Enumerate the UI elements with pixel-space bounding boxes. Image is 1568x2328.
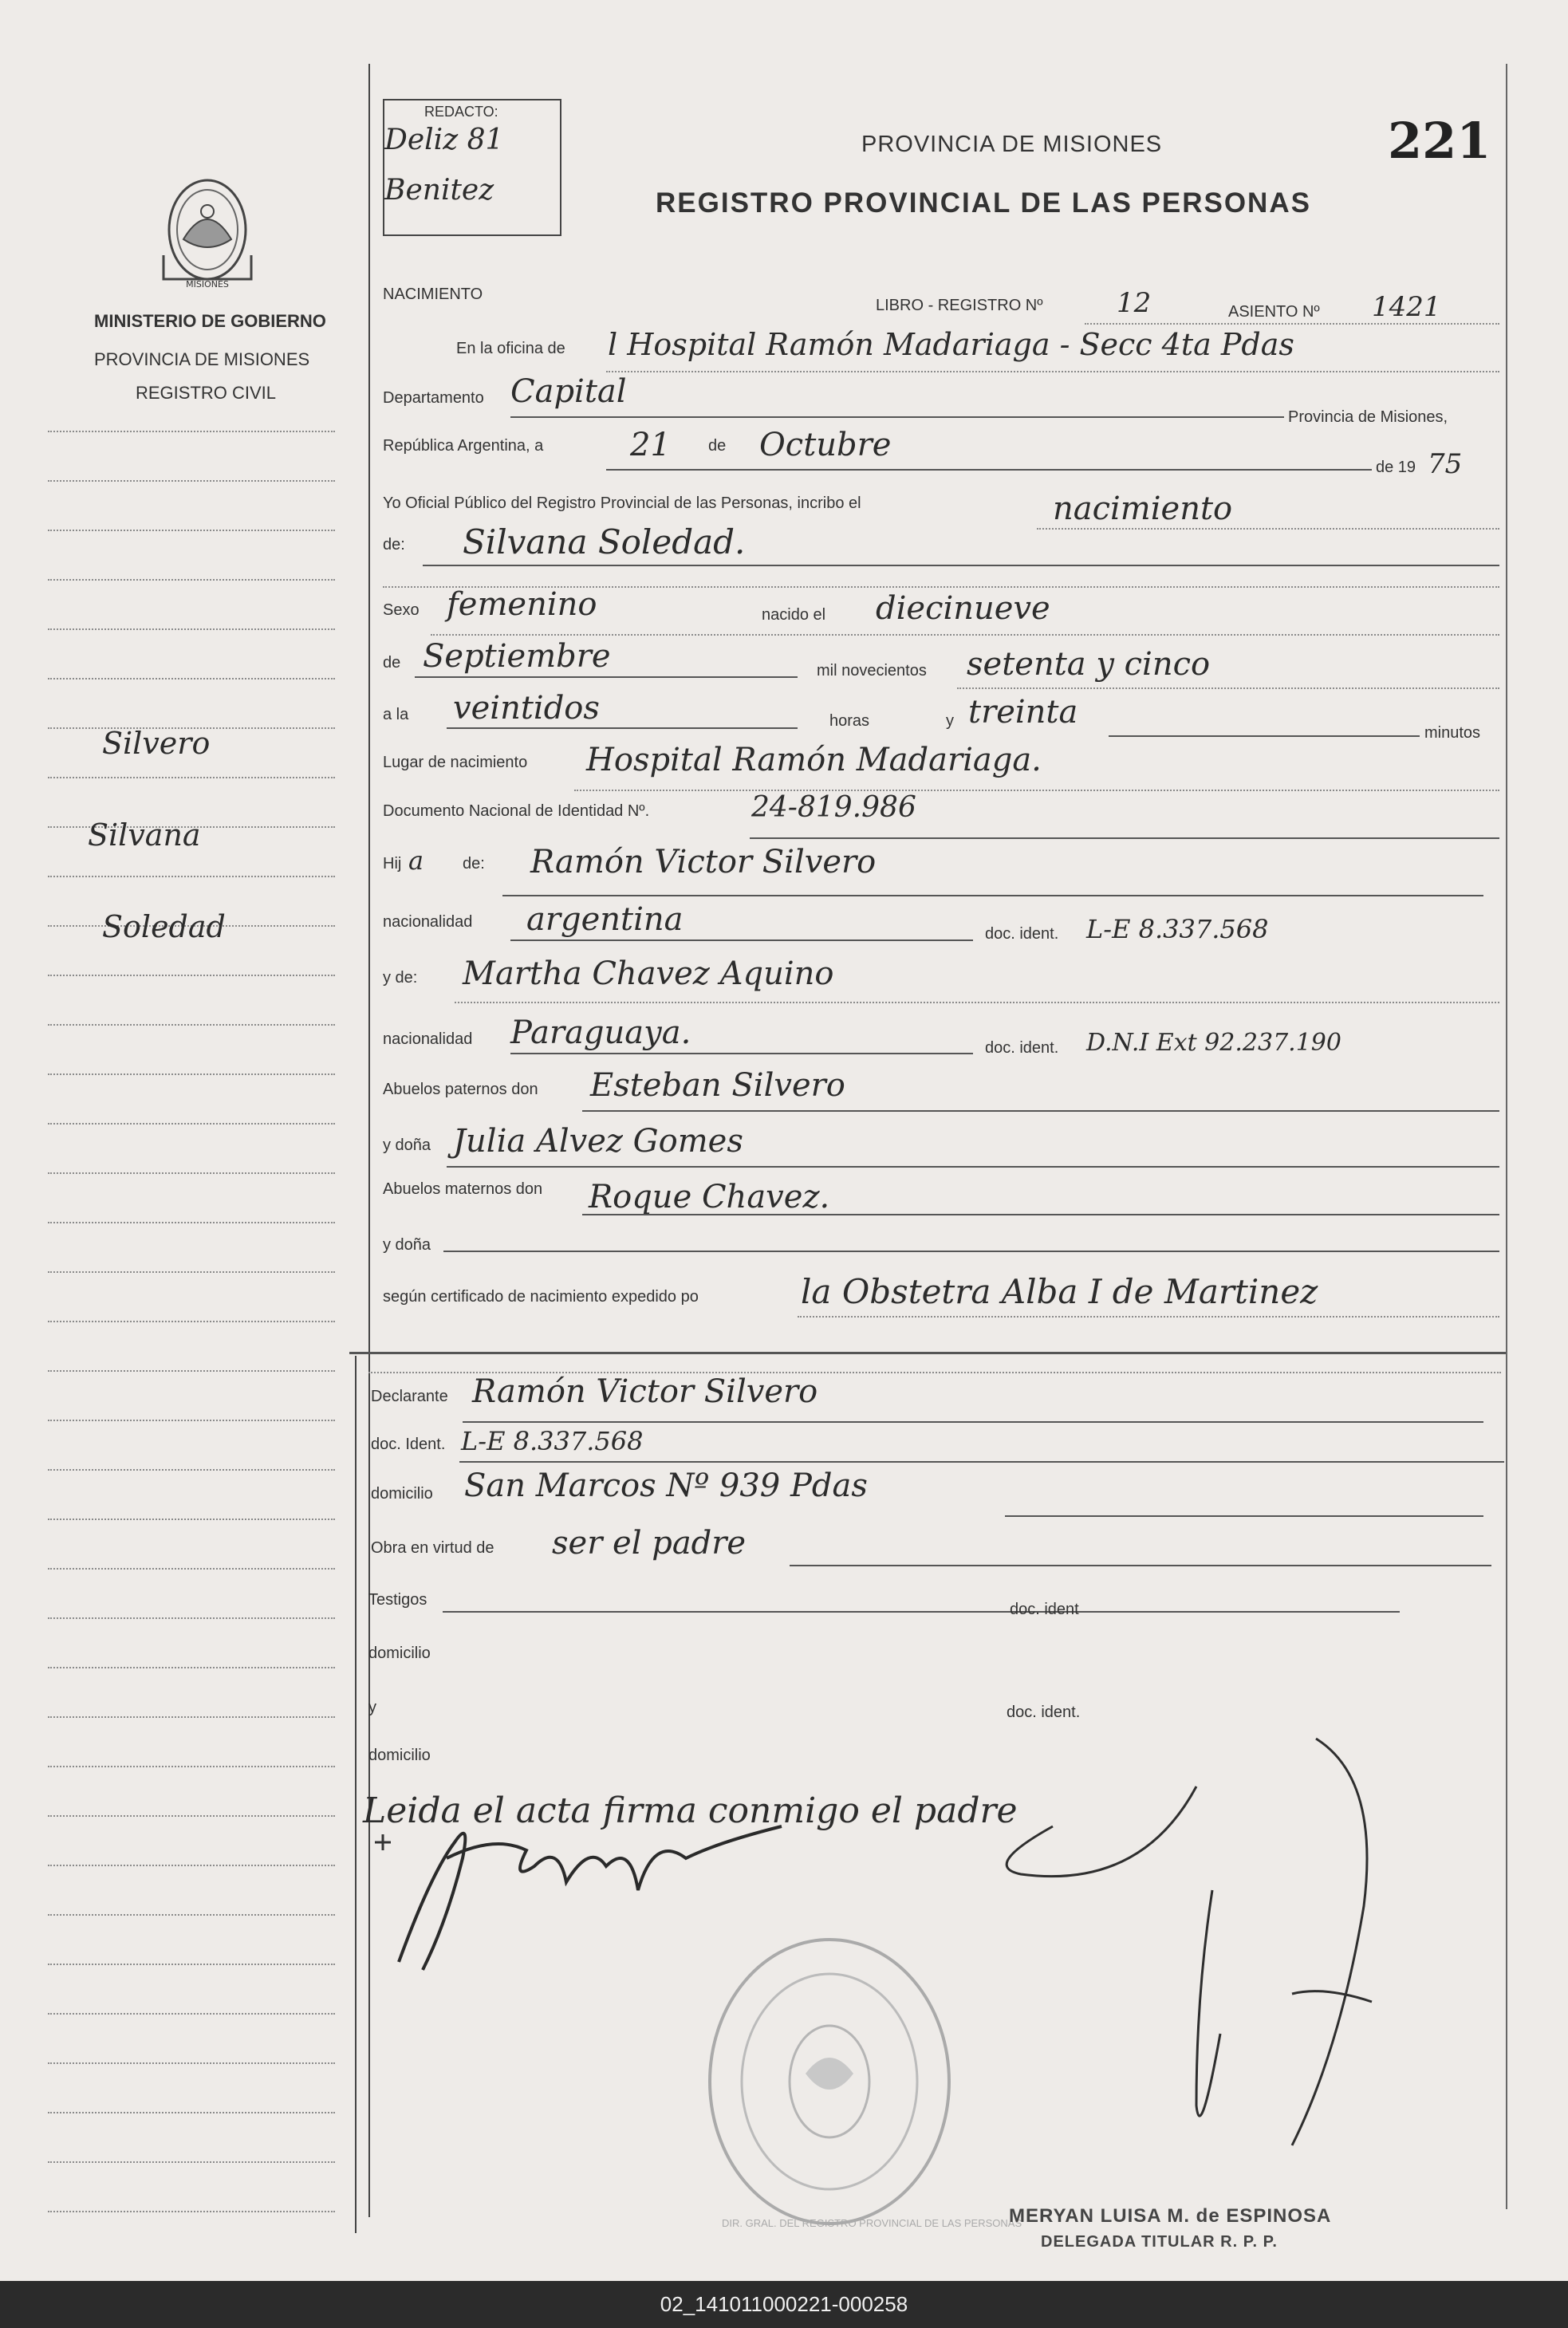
departamento-value: Capital	[510, 373, 627, 410]
sexo-value: femenino	[447, 586, 597, 623]
lugar-line	[574, 790, 1499, 791]
ministry-title: MINISTERIO DE GOBIERNO	[94, 311, 326, 331]
libro-value: 12	[1117, 287, 1152, 319]
docident-line	[459, 1461, 1504, 1463]
official-name: MERYAN LUISA M. de ESPINOSA	[1009, 2205, 1332, 2227]
official-role: DELEGADA TITULAR R. P. P.	[1041, 2233, 1278, 2251]
margin-rule-line	[48, 876, 335, 877]
horas-value: veintidos	[453, 690, 600, 727]
mil-line	[957, 687, 1499, 689]
nac1-label: nacionalidad	[383, 913, 473, 931]
inner-rule	[355, 1356, 357, 2233]
nacido-label: nacido el	[762, 606, 826, 624]
madre-line	[455, 1002, 1499, 1003]
cert-label: según certificado de nacimiento expedido po	[383, 1288, 699, 1306]
cert-value: la Obstetra Alba I de Martinez	[801, 1272, 1318, 1311]
right-rule	[1506, 64, 1507, 2209]
margin-rule-line	[48, 678, 335, 679]
docident-label: doc. Ident.	[371, 1436, 446, 1453]
anio-value: 75	[1428, 448, 1463, 480]
obra-label: Obra en virtud de	[371, 1539, 494, 1557]
minutos-label: minutos	[1424, 724, 1481, 742]
testigo-doc-label: doc. ident	[1010, 1601, 1079, 1618]
de2-label: de	[383, 654, 401, 672]
oficial-text: Yo Oficial Público del Registro Provincial de las Personas, incribo el	[383, 494, 861, 512]
a-las-label: a la	[383, 706, 409, 723]
doc1-label: doc. ident.	[985, 925, 1059, 943]
yde-label: y de:	[383, 969, 418, 987]
margin-rule-line	[48, 975, 335, 976]
dona1-value: Julia Alvez Gomes	[453, 1123, 743, 1160]
margin-rule-line	[48, 1766, 335, 1767]
row-libro-line	[1085, 323, 1499, 325]
obra-line	[790, 1565, 1491, 1566]
margin-rule-line	[48, 1519, 335, 1520]
mes-value: Octubre	[759, 427, 892, 463]
declarante-line	[463, 1421, 1483, 1423]
domicilio-value: San Marcos Nº 939 Pdas	[464, 1467, 868, 1504]
oficina-line	[606, 371, 1499, 372]
oficina-value: l Hospital Ramón Madariaga - Secc 4ta Pdas	[608, 327, 1294, 362]
horas-label: horas	[829, 712, 870, 730]
redacto-signature-1: Deliz 81	[384, 124, 504, 156]
ab-mat-label: Abuelos maternos don	[383, 1180, 543, 1198]
hijo-suffix: a	[408, 845, 424, 876]
nombre-value: Silvana Soledad.	[463, 522, 746, 561]
page-number: 221	[1388, 112, 1491, 170]
margin-rule-line	[48, 1420, 335, 1421]
margin-rule-line	[48, 1865, 335, 1866]
dni-label: Documento Nacional de Identidad Nº.	[383, 802, 650, 820]
margin-rule-line	[48, 2211, 335, 2212]
doc2-label: doc. ident.	[985, 1039, 1059, 1057]
leida-value: Leida el acta firma conmigo el padre	[363, 1790, 1018, 1831]
minutos-value: treinta	[968, 694, 1078, 731]
redacto-signature-2: Benitez	[384, 174, 494, 207]
domicilio-label: domicilio	[371, 1485, 433, 1503]
mes2-line	[415, 676, 798, 678]
oficial-value: nacimiento	[1053, 490, 1233, 527]
nac1-value: argentina	[526, 901, 684, 938]
margin-rule-line	[48, 579, 335, 581]
margin-rule-line	[48, 2161, 335, 2163]
section-divider	[349, 1352, 1506, 1354]
dni-value: 24-819.986	[751, 791, 916, 824]
ab-pat-line	[582, 1110, 1499, 1112]
sexo-line	[431, 634, 1499, 636]
redacto-label: REDACTO:	[424, 104, 498, 120]
margin-rule-line	[48, 1123, 335, 1125]
margin-rule-line	[48, 1271, 335, 1273]
nac1-line	[510, 939, 973, 941]
docident-value: L-E 8.337.568	[461, 1426, 644, 1456]
margin-rule-line	[48, 2013, 335, 2015]
domicilio2-label: domicilio	[368, 1645, 431, 1662]
dona1-line	[447, 1166, 1499, 1168]
horas-line	[447, 727, 798, 729]
dona2-label: y doña	[383, 1236, 431, 1254]
asiento-value: 1421	[1372, 291, 1441, 323]
domicilio3-label: domicilio	[368, 1747, 431, 1764]
ab-mat-value: Roque Chavez.	[589, 1179, 830, 1215]
margin-name-1: Silvana	[88, 817, 201, 853]
margin-rule-line	[48, 1914, 335, 1916]
misiones-coat-of-arms	[148, 167, 267, 295]
doc2-value: D.N.I Ext 92.237.190	[1086, 1029, 1341, 1057]
departamento-line	[510, 416, 1284, 418]
testigo-doc2-label: doc. ident.	[1007, 1704, 1081, 1721]
hijo-de-label: de:	[463, 855, 485, 873]
svg-text:MISIONES: MISIONES	[186, 279, 229, 290]
ab-pat-value: Esteban Silvero	[590, 1067, 845, 1104]
dni-line	[750, 837, 1499, 839]
oficial-line	[1037, 528, 1499, 530]
footer-bar	[0, 2281, 1568, 2328]
margin-rule-line	[48, 431, 335, 432]
nac2-line	[510, 1053, 973, 1054]
mes2-value: Septiembre	[423, 638, 611, 675]
section-label: NACIMIENTO	[383, 286, 483, 303]
dona1-label: y doña	[383, 1136, 431, 1154]
obra-value: ser el padre	[552, 1525, 747, 1562]
margin-rule-line	[48, 777, 335, 778]
registry-stamp	[702, 1930, 957, 2233]
nombre-line	[423, 565, 1499, 566]
margin-rule-line	[48, 1222, 335, 1223]
provincia-suffix: Provincia de Misiones,	[1288, 408, 1448, 426]
dia-value: 21	[630, 427, 671, 463]
de-label: de	[708, 437, 727, 455]
province-heading: PROVINCIA DE MISIONES	[861, 132, 1163, 157]
ab-pat-label: Abuelos paternos don	[383, 1081, 538, 1098]
sexo-label: Sexo	[383, 601, 420, 619]
mil-value: setenta y cinco	[967, 646, 1211, 683]
official-signature	[957, 1731, 1436, 2177]
margin-rule-line	[48, 1370, 335, 1372]
anio-label: de 19	[1376, 459, 1416, 476]
margin-rule-line	[48, 2112, 335, 2113]
margin-rule-line	[48, 1716, 335, 1718]
margin-rule-line	[48, 480, 335, 482]
hijo-label: Hij	[383, 855, 402, 873]
margin-rule-line	[48, 1073, 335, 1075]
mil-label: mil novecientos	[817, 662, 927, 679]
padre-value: Ramón Victor Silvero	[530, 844, 877, 880]
margin-rule-line	[48, 1321, 335, 1322]
doc1-value: L-E 8.337.568	[1086, 914, 1269, 944]
ministry-province: PROVINCIA DE MISIONES	[94, 349, 310, 369]
margin-rule-line	[48, 530, 335, 531]
margin-rule-line	[48, 1024, 335, 1026]
margin-name-2: Soledad	[102, 909, 226, 944]
document-code: 02_141011000221-000258	[660, 2292, 908, 2316]
libro-label: LIBRO - REGISTRO Nº	[876, 297, 1043, 314]
margin-rule-line	[48, 2062, 335, 2064]
de-nombre-label: de:	[383, 536, 405, 553]
ab-mat-line	[582, 1214, 1499, 1215]
margin-rule-line	[48, 628, 335, 630]
madre-value: Martha Chavez Aquino	[463, 955, 834, 992]
declarante-label: Declarante	[371, 1388, 448, 1405]
margin-rule-line	[48, 1667, 335, 1668]
declarante-value: Ramón Victor Silvero	[472, 1373, 818, 1410]
oficina-label: En la oficina de	[456, 340, 565, 357]
ministry-registry: REGISTRO CIVIL	[136, 383, 277, 403]
lugar-label: Lugar de nacimiento	[383, 754, 528, 771]
minutos-line	[1109, 735, 1420, 737]
fecha-line	[606, 469, 1372, 471]
nac2-label: nacionalidad	[383, 1030, 473, 1048]
y2-label: y	[368, 1699, 376, 1716]
dona2-line	[443, 1251, 1499, 1252]
testigos-line	[443, 1611, 1400, 1613]
departamento-label: Departamento	[383, 389, 484, 407]
lugar-value: Hospital Ramón Madariaga.	[586, 742, 1042, 778]
cert-line	[798, 1316, 1499, 1318]
nac2-value: Paraguaya.	[510, 1014, 691, 1051]
margin-rule-line	[48, 1617, 335, 1619]
stamp-text: DIR. GRAL. DEL REGISTRO PROVINCIAL DE LAS PERSONAS	[722, 2217, 1022, 2229]
padre-line	[502, 895, 1483, 896]
y-label: y	[946, 712, 954, 730]
nacido-value: diecinueve	[876, 590, 1050, 627]
margin-rule-line	[48, 1964, 335, 1965]
margin-rule-line	[48, 1815, 335, 1817]
margin-rule-line	[48, 1568, 335, 1570]
registry-title: REGISTRO PROVINCIAL DE LAS PERSONAS	[656, 187, 1311, 219]
margin-rule-line	[48, 1469, 335, 1471]
asiento-label: ASIENTO Nº	[1228, 303, 1320, 321]
margin-rule-line	[48, 1172, 335, 1174]
domicilio-line	[1005, 1515, 1483, 1517]
republica-label: República Argentina, a	[383, 437, 544, 455]
margin-surname: Silvero	[102, 726, 211, 761]
testigos-label: Testigos	[368, 1591, 427, 1609]
